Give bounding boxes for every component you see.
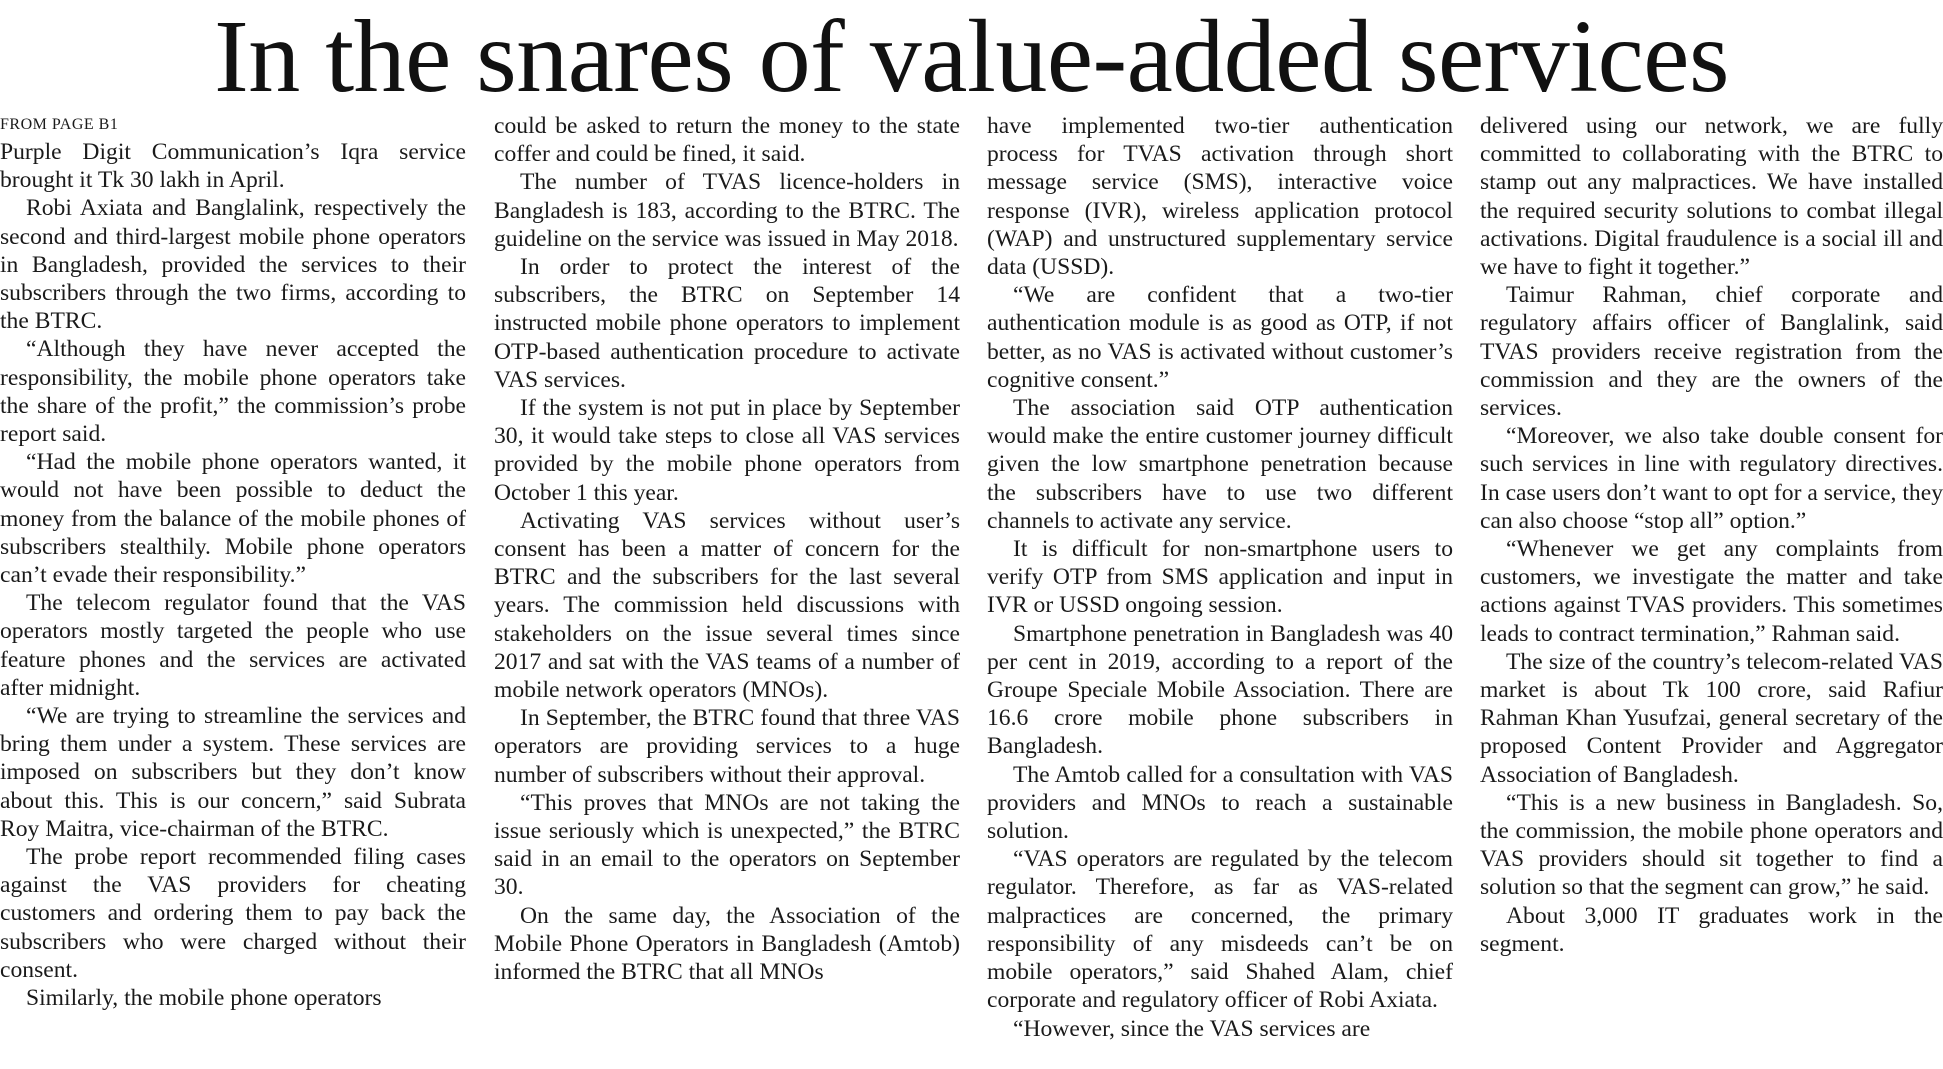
article-column-2 — [494, 112, 960, 1069]
article-body — [0, 112, 1943, 1069]
article-column-3 — [987, 112, 1453, 1069]
article-headline: In the snares of value-added services — [214, 0, 1729, 114]
paragraph: “VAS operators are regulated by the telecom regulator. Therefore, as far as VAS-related malpractices are concerned, the primary responsibility of any misdeeds can’t be on mobile operators,” said Shahed Alam, chief corporate and regulatory officer of Robi Axiata. — [987, 846, 1453, 1014]
paragraph: The size of the country’s telecom-related VAS market is about Tk 100 crore, said Rafiur Rahman Khan Yusufzai, general secretary of the proposed Content Provider and Aggregator Association of Bangladesh. — [1480, 648, 1943, 788]
paragraph: Similarly, the mobile phone operators — [26, 985, 382, 1012]
paragraph: The telecom regulator found that the VAS operators mostly targeted the people who use feature phones and the services are activated after midnight. — [0, 590, 466, 701]
paragraph: “We are trying to streamline the services and bring them under a system. These services are imposed on subscribers but they don’t know about this. This is our concern,” said Subrata Roy Maitra, vice-chairman of the BTRC. — [0, 703, 466, 842]
paragraph: Taimur Rahman, chief corporate and regulatory affairs officer of Banglalink, said TVAS providers receive registration from the commission and they are the owners of the services. — [1480, 282, 1943, 422]
paragraph: “This is a new business in Bangladesh. So, the commission, the mobile phone operators and VAS providers should sit together to find a solution so that the segment can grow,” he said. — [1480, 789, 1943, 901]
paragraph: Activating VAS services without user’s consent has been a matter of concern for the BTRC and the subscribers for the last several years. The commission held discussions with stakeholders on the issue several times since 2017 and sat with the VAS teams of a number of mobile network operators (MNOs). — [494, 507, 960, 704]
paragraph: delivered using our network, we are fully committed to collaborating with the BTRC to stamp out any malpractices. We have installed the required security solutions to combat illegal activations. Digital fraudulence is a social ill and we have to fight it together.” — [1480, 113, 1943, 281]
paragraph: “Whenever we get any complaints from customers, we investigate the matter and take actions against TVAS providers. This sometimes leads to contract termination,” Rahman said. — [1480, 536, 1943, 647]
paragraph: It is difficult for non-smartphone users to verify OTP from SMS application and input in IVR or USSD ongoing session. — [987, 536, 1453, 619]
paragraph: “Moreover, we also take double consent for such services in line with regulatory directives. In case users don’t want to opt for a service, they can also choose “stop all” option.” — [1480, 423, 1943, 534]
paragraph: “However, since the VAS services are — [1013, 1015, 1371, 1042]
paragraph: The association said OTP authentication would make the entire customer journey difficult given the low smartphone penetration because the subscribers have to use two different channels to activate any service. — [987, 395, 1453, 534]
article-column-4 — [1480, 112, 1943, 1069]
paragraph: The probe report recommended filing cases against the VAS providers for cheating customers and ordering them to pay back the subscribers who were charged without their consent. — [0, 844, 466, 983]
paragraph: If the system is not put in place by September 30, it would take steps to close all VAS services provided by the mobile phone operators from October 1 this year. — [494, 395, 960, 506]
paragraph: On the same day, the Association of the Mobile Phone Operators in Bangladesh (Amtob) informed the BTRC that all MNOs — [494, 902, 960, 986]
paragraph: Robi Axiata and Banglalink, respectively the second and third-largest mobile phone operators in Bangladesh, provided the services to their subscribers through the two firms, according to the BTRC. — [0, 195, 466, 335]
paragraph: “This proves that MNOs are not taking the issue seriously which is unexpected,” the BTRC said in an email to the operators on September 30. — [494, 789, 960, 901]
paragraph: Smartphone penetration in Bangladesh was 40 per cent in 2019, according to a report of the Groupe Speciale Mobile Association. There are 16.6 crore mobile phone subscribers in Bangladesh. — [987, 620, 1453, 760]
article-column-1 — [0, 112, 466, 1069]
paragraph: “Although they have never accepted the responsibility, the mobile phone operators take the share of the profit,” the commission’s probe report said. — [0, 336, 466, 448]
continuation-kicker: FROM PAGE B1 — [0, 116, 119, 133]
paragraph: In September, the BTRC found that three VAS operators are providing services to a huge number of subscribers without their approval. — [494, 705, 960, 788]
paragraph: About 3,000 IT graduates work in the segment. — [1480, 902, 1943, 957]
paragraph: The number of TVAS licence-holders in Bangladesh is 183, according to the BTRC. The guideline on the service was issued in May 2018. — [494, 169, 960, 252]
paragraph: have implemented two-tier authentication process for TVAS activation through short message service (SMS), interactive voice response (IVR), wireless application protocol (WAP) and unstructured supplementary service data (USSD). — [987, 113, 1453, 281]
paragraph: In order to protect the interest of the subscribers, the BTRC on September 14 instructed mobile phone operators to implement OTP-based authentication procedure to activate VAS services. — [494, 254, 960, 393]
paragraph: Purple Digit Communication’s Iqra service brought it Tk 30 lakh in April. — [0, 139, 466, 194]
paragraph: “Had the mobile phone operators wanted, it would not have been possible to deduct the money from the balance of the mobile phones of subscribers stealthily. Mobile phone operators can’t evade their responsibility.” — [0, 449, 466, 589]
paragraph: The Amtob called for a consultation with VAS providers and MNOs to reach a sustainable solution. — [987, 761, 1453, 845]
paragraph: could be asked to return the money to the state coffer and could be fined, it said. — [494, 113, 960, 168]
paragraph: “We are confident that a two-tier authentication module is as good as OTP, if not better, as no VAS is activated without customer’s cognitive consent.” — [987, 282, 1453, 393]
